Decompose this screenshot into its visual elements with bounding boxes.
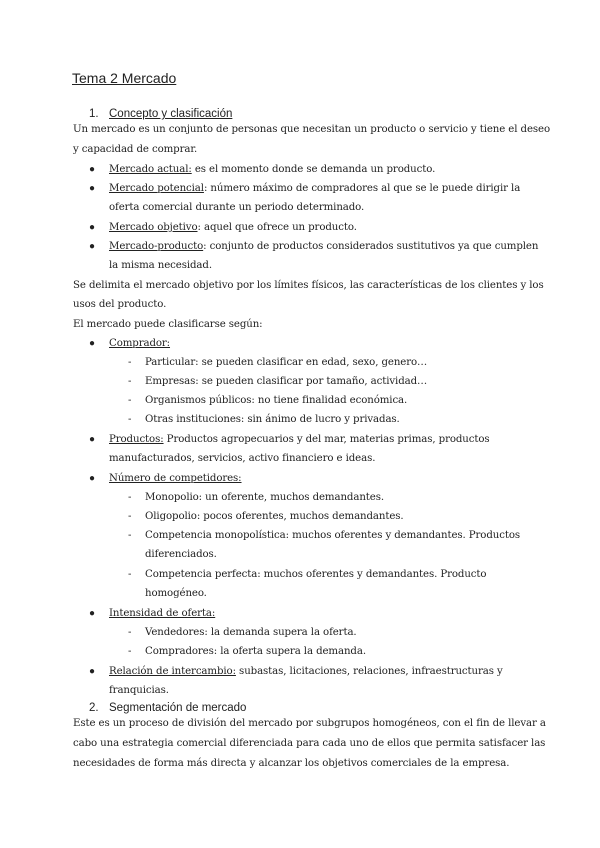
dash-icon: - xyxy=(128,492,132,503)
list-item xyxy=(109,163,435,177)
section-heading-1 xyxy=(89,108,232,120)
dash-icon: - xyxy=(128,376,132,387)
section-number: 1. xyxy=(89,108,99,120)
bullet-icon: ● xyxy=(89,473,96,484)
sub-list-item: Organismos públicos: no tiene finalidad económica. xyxy=(145,395,408,406)
sub-list-item: Particular: se pueden clasificar en edad, sexo, genero… xyxy=(145,357,428,368)
bullet-icon: ● xyxy=(89,338,96,349)
sub-list-item: Empresas: se pueden clasificar por tamaño, actividad… xyxy=(145,376,428,387)
list-item xyxy=(109,182,520,196)
dash-icon: - xyxy=(128,569,132,580)
paragraph-line: Un mercado es un conjunto de personas que necesitan un producto o servicio y tiene el deseo xyxy=(73,124,550,135)
term: Mercado actual: xyxy=(109,164,192,175)
definition: : aquel que ofrece un producto. xyxy=(197,222,357,233)
sub-list-item: Oligopolio: pocos oferentes, muchos demandantes. xyxy=(145,511,404,522)
paragraph-line: Este es un proceso de división del mercado por subgrupos homogéneos, con el fin de llevar a xyxy=(73,718,546,729)
dash-icon: - xyxy=(128,627,132,638)
list-item xyxy=(109,240,538,254)
term: Relación de intercambio: xyxy=(109,666,236,677)
term: Número de competidores: xyxy=(109,473,242,484)
sub-list-item-continuation: homogéneo. xyxy=(145,588,207,599)
bullet-icon: ● xyxy=(89,608,96,619)
sub-list-item: Vendedores: la demanda supera la oferta. xyxy=(145,627,357,638)
term: Productos: xyxy=(109,434,164,445)
paragraph-line: Se delimita el mercado objetivo por los límites físicos, las características de los clientes y los xyxy=(73,280,544,291)
term: Mercado objetivo xyxy=(109,222,198,233)
section-heading-text: Concepto y clasificación xyxy=(109,108,233,120)
dash-icon: - xyxy=(128,530,132,541)
dash-icon: - xyxy=(128,395,132,406)
section-heading-2 xyxy=(89,702,246,714)
definition: Productos agropecuarios y del mar, materias primas, productos xyxy=(163,434,490,445)
list-item-continuation: la misma necesidad. xyxy=(109,260,212,271)
list-item-continuation: oferta comercial durante un periodo determinado. xyxy=(109,202,365,213)
bullet-icon: ● xyxy=(89,434,96,445)
paragraph-line: necesidades de forma más directa y alcanzar los objetivos comerciales de la empresa. xyxy=(73,758,510,769)
term: Mercado-producto xyxy=(109,241,204,252)
sub-list-item: Compradores: la oferta supera la demanda. xyxy=(145,646,366,657)
bullet-icon: ● xyxy=(89,164,96,175)
sub-list-item-continuation: diferenciados. xyxy=(145,549,217,560)
list-item-continuation: franquicias. xyxy=(109,685,169,696)
term: Intensidad de oferta: xyxy=(109,608,216,619)
term: Comprador: xyxy=(109,338,171,349)
bullet-icon: ● xyxy=(89,183,96,194)
paragraph-line: usos del producto. xyxy=(73,299,167,310)
dash-icon: - xyxy=(128,414,132,425)
sub-list-item: Monopolio: un oferente, muchos demandantes. xyxy=(145,492,384,503)
paragraph-line: El mercado puede clasificarse según: xyxy=(73,319,263,330)
dash-icon: - xyxy=(128,646,132,657)
list-item-continuation: manufacturados, servicios, activo financiero e ideas. xyxy=(109,453,376,464)
definition: : conjunto de productos considerados sustitutivos ya que cumplen xyxy=(203,241,539,252)
dash-icon: - xyxy=(128,511,132,522)
term: Mercado potencial xyxy=(109,183,204,194)
sub-list-item: Otras instituciones: sin ánimo de lucro y privadas. xyxy=(145,414,400,425)
dash-icon: - xyxy=(128,357,132,368)
list-item xyxy=(109,221,357,235)
bullet-icon: ● xyxy=(89,666,96,677)
paragraph-line: cabo una estrategia comercial diferenciada para cada uno de ellos que permita satisfacer las xyxy=(73,738,546,749)
bullet-icon: ● xyxy=(89,222,96,233)
page-title: Tema 2 Mercado xyxy=(72,70,177,86)
paragraph-line: y capacidad de comprar. xyxy=(73,144,198,155)
section-number: 2. xyxy=(89,702,99,714)
section-heading-text: Segmentación de mercado xyxy=(109,702,247,714)
definition: : número máximo de compradores al que se le puede dirigir la xyxy=(203,183,521,194)
sub-list-item: Competencia monopolística: muchos oferentes y demandantes. Productos xyxy=(145,530,520,541)
list-item xyxy=(109,433,490,447)
list-item xyxy=(109,665,503,679)
definition: subastas, licitaciones, relaciones, infraestructuras y xyxy=(235,666,503,677)
definition: es el momento donde se demanda un producto. xyxy=(191,164,436,175)
bullet-icon: ● xyxy=(89,241,96,252)
sub-list-item: Competencia perfecta: muchos oferentes y demandantes. Producto xyxy=(145,569,487,580)
